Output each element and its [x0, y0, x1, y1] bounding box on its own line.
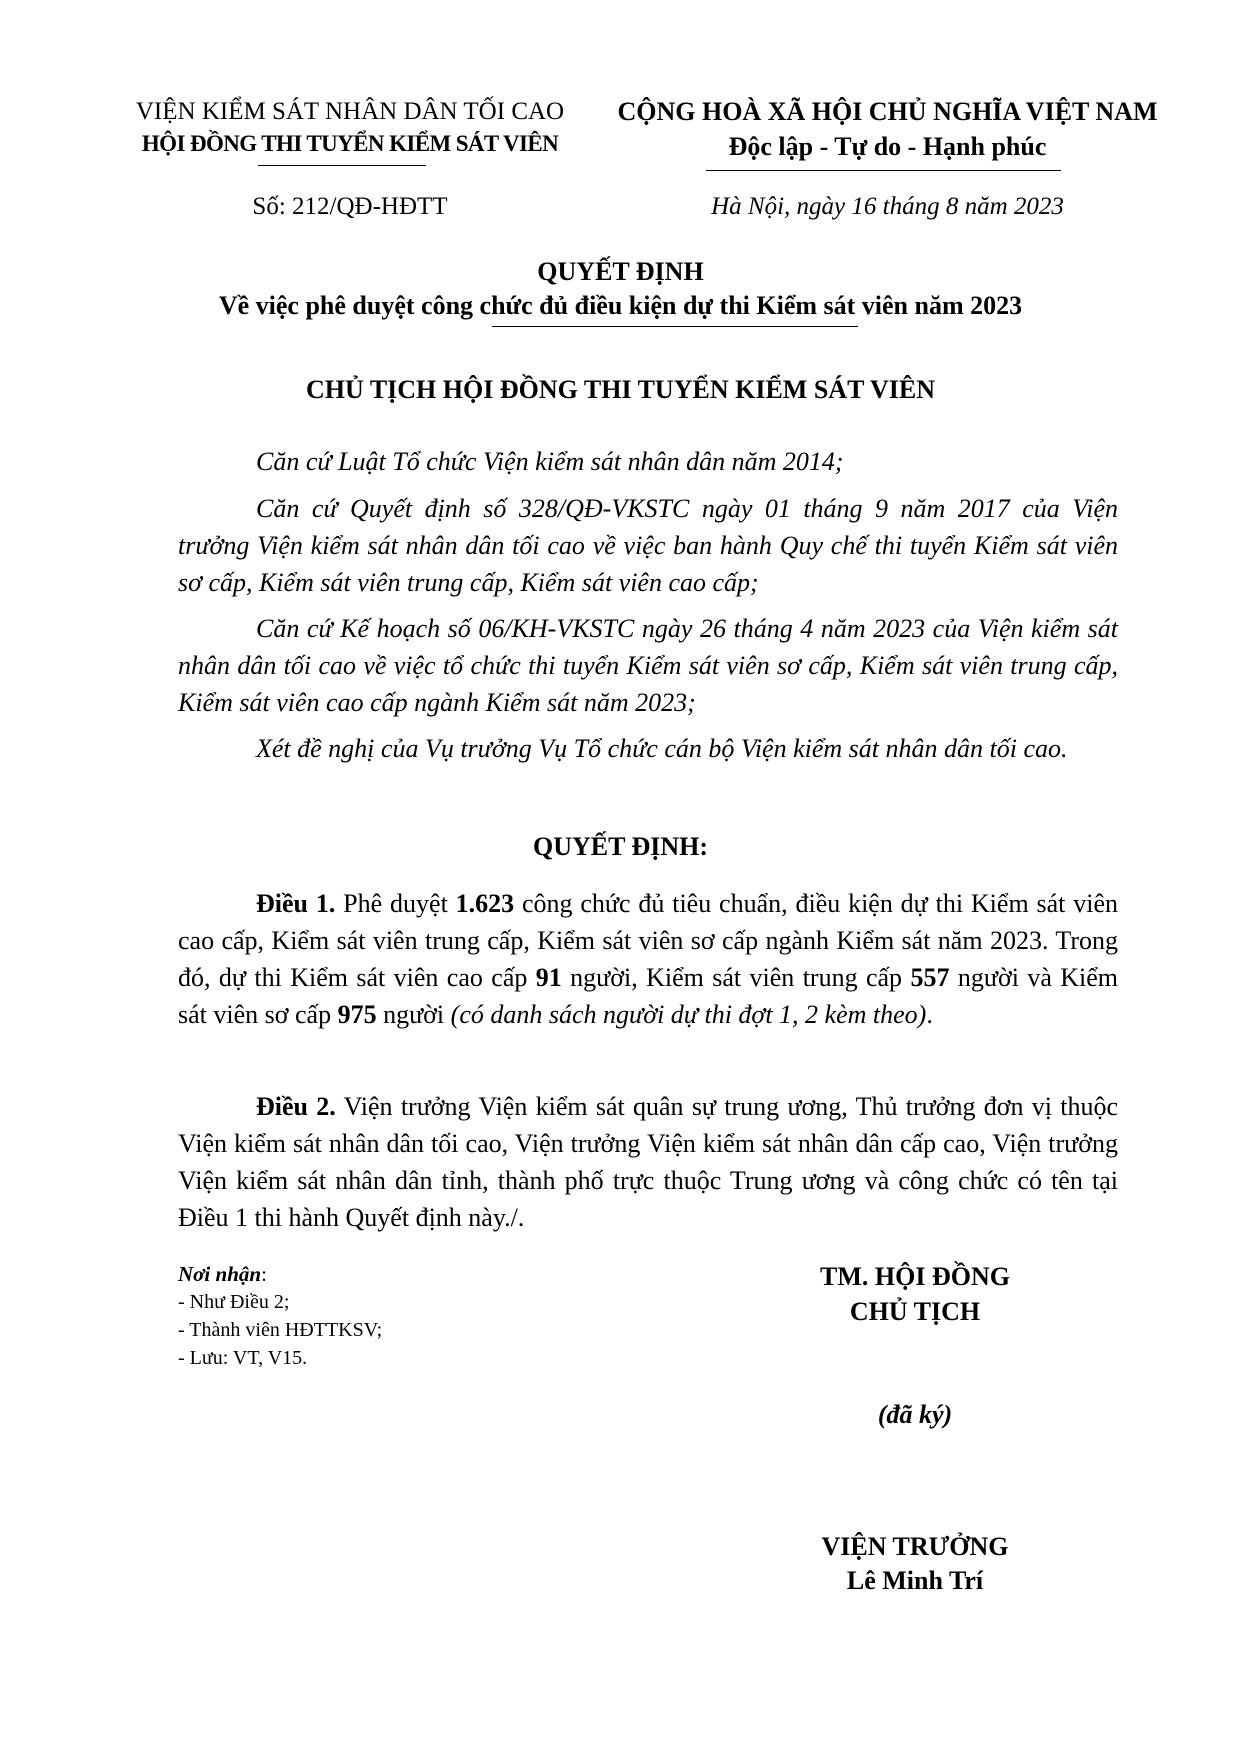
signature-role: CHỦ TỊCH — [849, 1297, 981, 1326]
recipient-item: - Lưu: VT, V15. — [178, 1347, 308, 1369]
decision-heading: QUYẾT ĐỊNH: — [532, 832, 709, 861]
attachment-note: (có danh sách người dự thi đợt 1, 2 kèm theo) — [450, 1000, 927, 1029]
national-motto: Độc lập - Tự do - Hạnh phúc — [728, 132, 1047, 161]
place-date: Hà Nội, ngày 16 tháng 8 năm 2023 — [711, 193, 1064, 220]
motto-underline — [706, 170, 1061, 171]
agency-underline — [258, 165, 426, 166]
document-subject: Về việc phê duyệt công chức đủ điều kiện dự thi Kiểm sát viên năm 2023 — [218, 291, 1023, 320]
document-number: Số: 212/QĐ-HĐTT — [252, 193, 448, 220]
recipients-heading: Nơi nhận — [178, 1262, 262, 1286]
article-2: Điều 2. Viện trưởng Viện kiểm sát quân sự trung ương, Thủ trưởng đơn vị thuộc Viện kiểm sát nhân dân tối cao, Viện trưởng Viện kiểm sát nhân dân cấp cao, Viện trưởng Viện kiểm sát nhân dân tỉnh, thành phố trực thuộc Trung ương và công chức có tên tại Điều 1 thi hành Quyết định này./. — [178, 1092, 1119, 1232]
article-1-label: Điều 1. — [256, 889, 336, 918]
recipients-block: Nơi nhận: - Như Điều 2; - Thành viên HĐTTKSV; - Lưu: VT, V15. — [178, 1260, 382, 1372]
total-candidates: 1.623 — [455, 889, 515, 918]
issuing-authority: CHỦ TỊCH HỘI ĐỒNG THI TUYỂN KIỂM SÁT VIÊN — [306, 375, 935, 404]
recipient-item: - Thành viên HĐTTKSV; — [178, 1319, 383, 1341]
legal-basis-3: Căn cứ Kế hoạch số 06/KH-VKSTC ngày 26 tháng 4 năm 2023 của Viện kiểm sát nhân dân tối cao về việc tổ chức thi tuyển Kiểm sát viên sơ cấp, Kiểm sát viên trung cấp, Kiểm sát viên cao cấp ngành Kiểm sát năm 2023; — [178, 614, 1118, 717]
national-title: CỘNG HOÀ XÃ HỘI CHỦ NGHĨA VIỆT NAM — [617, 97, 1158, 126]
signer-title: VIỆN TRƯỞNG — [821, 1532, 1009, 1561]
article-2-label: Điều 2. — [256, 1092, 336, 1121]
signed-note: (đã ký) — [877, 1400, 953, 1429]
signature-on-behalf: TM. HỘI ĐỒNG — [820, 1262, 1010, 1291]
senior-candidates: 91 — [535, 963, 562, 992]
intermediate-candidates: 557 — [910, 963, 950, 992]
legal-basis-1: Căn cứ Luật Tổ chức Viện kiểm sát nhân dân năm 2014; — [256, 447, 844, 476]
signer-name: Lê Minh Trí — [846, 1566, 984, 1595]
agency-name: VIỆN KIỂM SÁT NHÂN DÂN TỐI CAO — [135, 98, 565, 125]
document-title: QUYẾT ĐỊNH — [537, 257, 704, 286]
recipient-item: - Như Điều 2; — [178, 1291, 290, 1313]
primary-candidates: 975 — [337, 1000, 377, 1029]
legal-basis-4: Xét đề nghị của Vụ trưởng Vụ Tổ chức cán bộ Viện kiểm sát nhân dân tối cao. — [256, 734, 1068, 763]
council-name: HỘI ĐỒNG THI TUYỂN KIỂM SÁT VIÊN — [141, 131, 559, 156]
subject-underline — [492, 326, 858, 327]
article-1: Điều 1. Phê duyệt 1.623 công chức đủ tiêu chuẩn, điều kiện dự thi Kiểm sát viên cao cấp, Kiểm sát viên trung cấp, Kiểm sát viên sơ cấp ngành Kiểm sát năm 2023. Trong đó, dự thi Kiểm sát viên cao cấp 91 người, Kiểm sát viên trung cấp 557 người và Kiểm sát viên sơ cấp 975 người (có danh sách người dự thi đợt 1, 2 kèm theo). — [178, 889, 1119, 1029]
legal-basis-2: Căn cứ Quyết định số 328/QĐ-VKSTC ngày 01 tháng 9 năm 2017 của Viện trưởng Viện kiểm sát nhân dân tối cao về việc ban hành Quy chế thi tuyển Kiểm sát viên sơ cấp, Kiểm sát viên trung cấp, Kiểm sát viên cao cấp; — [178, 494, 1118, 597]
